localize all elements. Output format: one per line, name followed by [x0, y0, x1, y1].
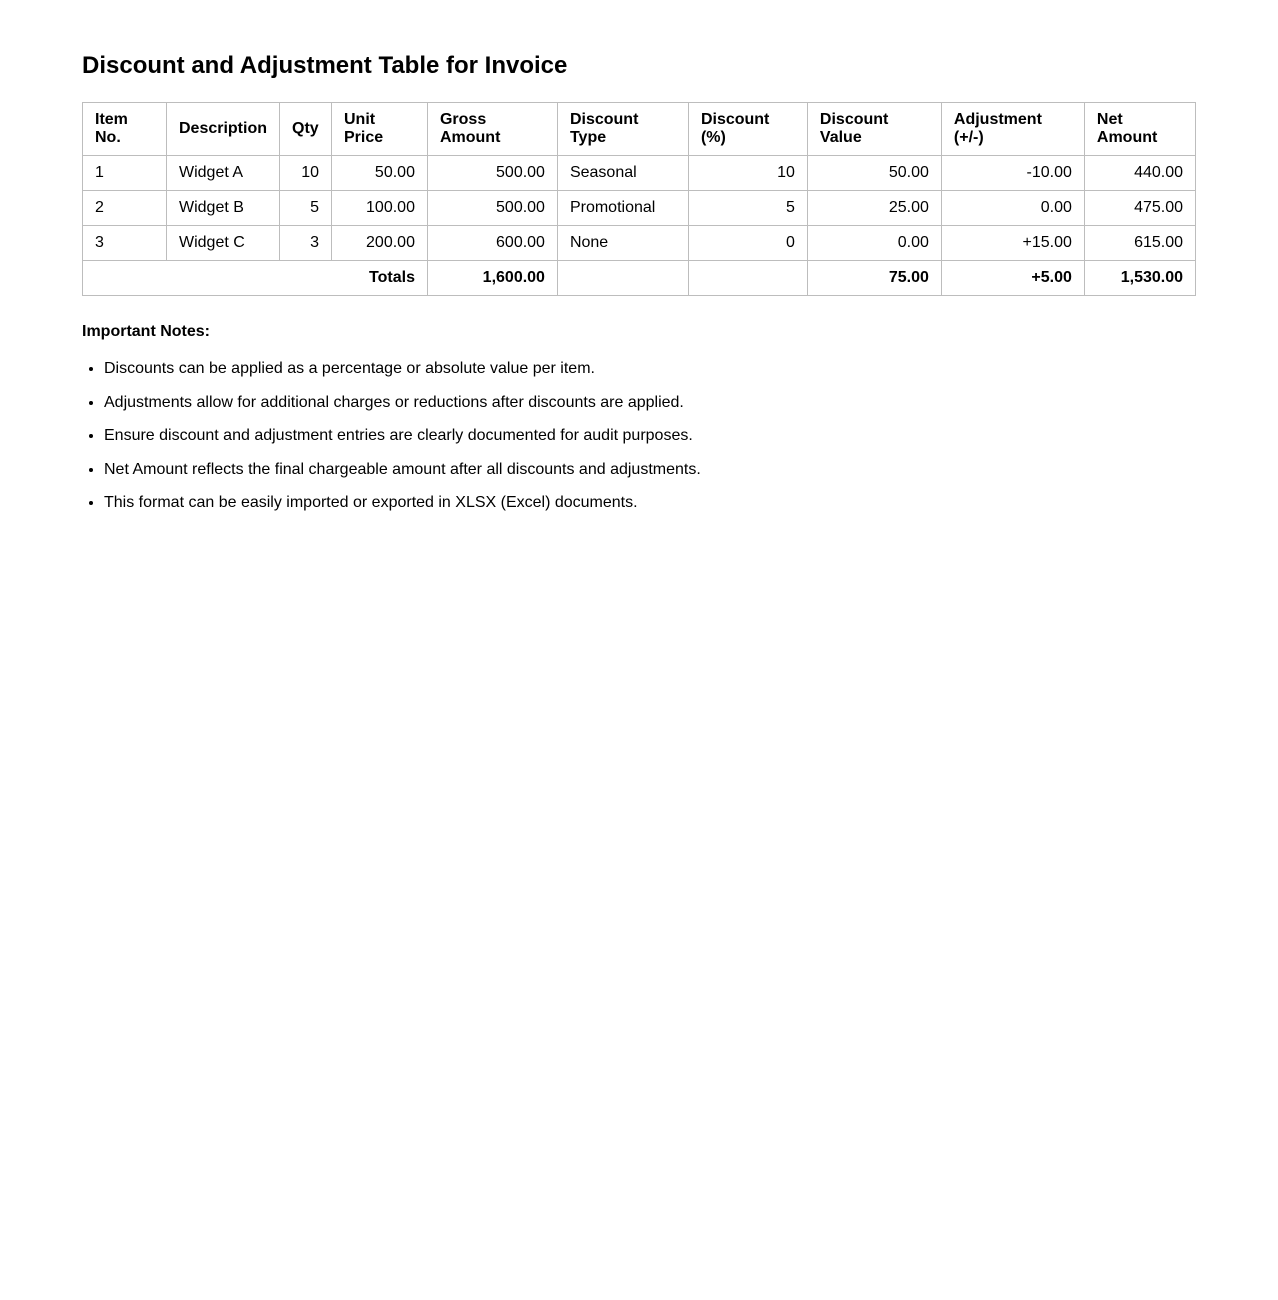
cell-item-no: 2: [83, 191, 167, 226]
total-adjustment: +5.00: [941, 261, 1084, 296]
discount-adjustment-table: [82, 102, 1196, 296]
cell-description: Widget B: [166, 191, 279, 226]
cell-item-no: 3: [83, 226, 167, 261]
header-discount-value: Discount Value: [807, 103, 941, 156]
cell-discount-type: Seasonal: [557, 156, 688, 191]
cell-adjustment: +15.00: [941, 226, 1084, 261]
cell-net-amount: 440.00: [1084, 156, 1195, 191]
table-row: [83, 156, 1196, 191]
list-item: • Net Amount reflects the final chargeable amount after all discounts and adjustments.: [104, 461, 1196, 479]
header-description: Description: [166, 103, 279, 156]
totals-label: Totals: [83, 261, 428, 296]
document-page: [0, 0, 1278, 512]
notes-title: Important Notes:: [82, 323, 210, 340]
table-row: [83, 226, 1196, 261]
header-discount-pct: Discount (%): [688, 103, 807, 156]
list-item: • Adjustments allow for additional charges or reductions after discounts are applied.: [104, 394, 1196, 412]
total-discount-pct-empty: [688, 261, 807, 296]
header-gross-amount: Gross Amount: [427, 103, 557, 156]
cell-adjustment: -10.00: [941, 156, 1084, 191]
total-discount-value: 75.00: [807, 261, 941, 296]
cell-discount-pct: 5: [688, 191, 807, 226]
cell-qty: 10: [280, 156, 332, 191]
header-adjustment: Adjustment (+/-): [941, 103, 1084, 156]
cell-net-amount: 615.00: [1084, 226, 1195, 261]
total-net-amount: 1,530.00: [1084, 261, 1195, 296]
header-unit-price: Unit Price: [331, 103, 427, 156]
header-net-amount: Net Amount: [1084, 103, 1195, 156]
cell-discount-value: 25.00: [807, 191, 941, 226]
notes-list: [82, 360, 1196, 512]
total-gross-amount: 1,600.00: [427, 261, 557, 296]
cell-net-amount: 475.00: [1084, 191, 1195, 226]
cell-adjustment: 0.00: [941, 191, 1084, 226]
total-discount-type-empty: [557, 261, 688, 296]
cell-item-no: 1: [83, 156, 167, 191]
cell-discount-type: None: [557, 226, 688, 261]
header-qty: Qty: [280, 103, 332, 156]
cell-qty: 3: [280, 226, 332, 261]
header-discount-type: Discount Type: [557, 103, 688, 156]
cell-discount-value: 0.00: [807, 226, 941, 261]
cell-unit-price: 50.00: [331, 156, 427, 191]
cell-unit-price: 200.00: [331, 226, 427, 261]
cell-unit-price: 100.00: [331, 191, 427, 226]
cell-discount-pct: 0: [688, 226, 807, 261]
table-header-row: [83, 103, 1196, 156]
totals-row: [83, 261, 1196, 296]
cell-discount-pct: 10: [688, 156, 807, 191]
cell-discount-value: 50.00: [807, 156, 941, 191]
cell-gross-amount: 500.00: [427, 156, 557, 191]
list-item: • Ensure discount and adjustment entries are clearly documented for audit purposes.: [104, 427, 1196, 445]
cell-gross-amount: 500.00: [427, 191, 557, 226]
cell-discount-type: Promotional: [557, 191, 688, 226]
list-item: • Discounts can be applied as a percentage or absolute value per item.: [104, 360, 1196, 378]
cell-gross-amount: 600.00: [427, 226, 557, 261]
page-title: Discount and Adjustment Table for Invoice: [82, 52, 568, 79]
cell-description: Widget A: [166, 156, 279, 191]
list-item: • This format can be easily imported or exported in XLSX (Excel) documents.: [104, 494, 1196, 512]
cell-qty: 5: [280, 191, 332, 226]
table-row: [83, 191, 1196, 226]
header-item-no: Item No.: [83, 103, 167, 156]
cell-description: Widget C: [166, 226, 279, 261]
